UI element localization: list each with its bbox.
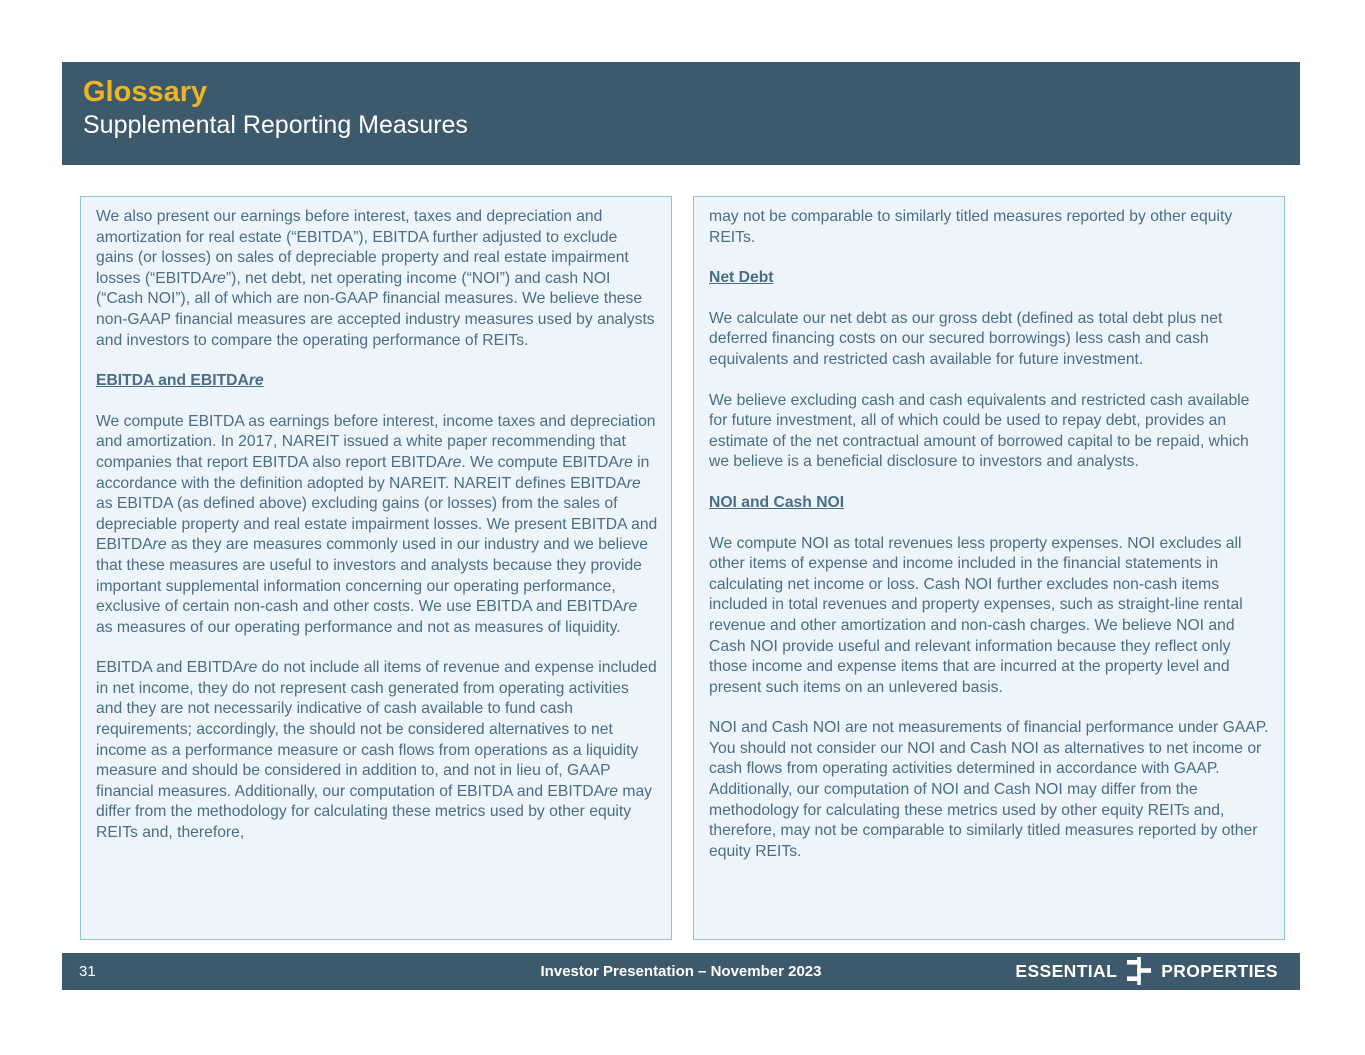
glossary-paragraph: NOI and Cash NOI are not measurements of financial performance under GAAP. You should not consider our NOI and Cash NOI as alternatives to net income or cash flows from operating activities determined in accordance with GAAP. Additionally, our computation of NOI and Cash NOI may differ from the methodology for calculating these metrics used by other equity REITs and, therefore, may not be comparable to similarly titled measures reported by other equity REITs. [709,719,1269,860]
slide-subtitle: Supplemental Reporting Measures [83,111,468,139]
glossary-paragraph: We compute EBITDA as earnings before interest, income taxes and depreciation and amortization. In 2017, NAREIT issued a white paper recommending that companies that report EBITDA also report EBITDAre. We compute EBITDAre in accordance with the definition adopted by NAREIT. NAREIT defines EBITDAre as EBITDA (as defined above) excluding gains (or losses) from the sales of depreciable property and real estate impairment losses. We present EBITDA and EBITDAre as they are measures commonly used in our industry and we believe that these measures are useful to investors and analysts because they provide important supplemental information concerning our operating performance, exclusive of certain non-cash and other costs. We use EBITDA and EBITDAre as measures of our operating performance and not as measures of liquidity. [96,412,658,636]
slide-header [62,62,1300,165]
footer-presentation-title: Investor Presentation – November 2023 [540,963,822,980]
glossary-paragraph: may not be comparable to similarly titled measures reported by other equity REITs. [709,208,1233,246]
glossary-term-heading: EBITDA and EBITDAre [96,372,264,390]
slide-footer [62,953,1300,990]
glossary-paragraph: We calculate our net debt as our gross debt (defined as total debt plus net deferred financing costs on our secured borrowings) less cash and cash equivalents and restricted cash available for future investment. [709,309,1223,368]
page-number: 31 [79,963,96,980]
glossary-panel-right [693,196,1285,940]
logo-text-properties: PROPERTIES [1161,961,1278,981]
glossary-term-heading: Net Debt [709,269,774,287]
glossary-paragraph: We compute NOI as total revenues less property expenses. NOI excludes all other items of expense and income included in the financial statements in calculating net income or loss. Cash NOI further excludes non-cash items included in total revenues and property expenses, such as straight-line rental revenue and other amortization and non-cash charges. We believe NOI and Cash NOI provide useful and relevant information because they reflect only those income and expense items that are incurred at the property level and present such items on an unlevered basis. [709,534,1243,696]
slide-title: Glossary [83,76,208,108]
glossary-paragraph: We also present our earnings before interest, taxes and depreciation and amortization for real estate (“EBITDA”), EBITDA further adjusted to exclude gains (or losses) on sales of depreciable property and real estate impairment losses (“EBITDAre”), net debt, net operating income (“NOI”) and cash NOI (“Cash NOI”), all of which are non-GAAP financial measures. We believe these non-GAAP financial measures are accepted industry measures used by analysts and investors to compare the operating performance of REITs. [96,208,655,349]
essential-properties-logo-icon [1126,957,1152,987]
logo-text-essential: ESSENTIAL [1015,961,1118,981]
glossary-paragraph: EBITDA and EBITDAre do not include all items of revenue and expense included in net income, they do not represent cash generated from operating activities and they are not necessarily indicative of cash available to fund cash requirements; accordingly, the should not be considered alternatives to net income as a performance measure or cash flows from operations as a liquidity measure and should be considered in addition to, and not in lieu of, GAAP financial measures. Additionally, our computation of EBITDA and EBITDAre may differ from the methodology for calculating these metrics used by other equity REITs and, therefore, [96,659,657,842]
glossary-paragraph: We believe excluding cash and cash equivalents and restricted cash available for future investment, all of which could be used to repay debt, provides an estimate of the net contractual amount of borrowed capital to be repaid, which we believe is a beneficial disclosure to investors and analysts. [709,391,1250,471]
glossary-panel-left [80,196,672,940]
glossary-term-heading: NOI and Cash NOI [709,493,845,511]
essential-properties-logo [1015,953,1278,990]
